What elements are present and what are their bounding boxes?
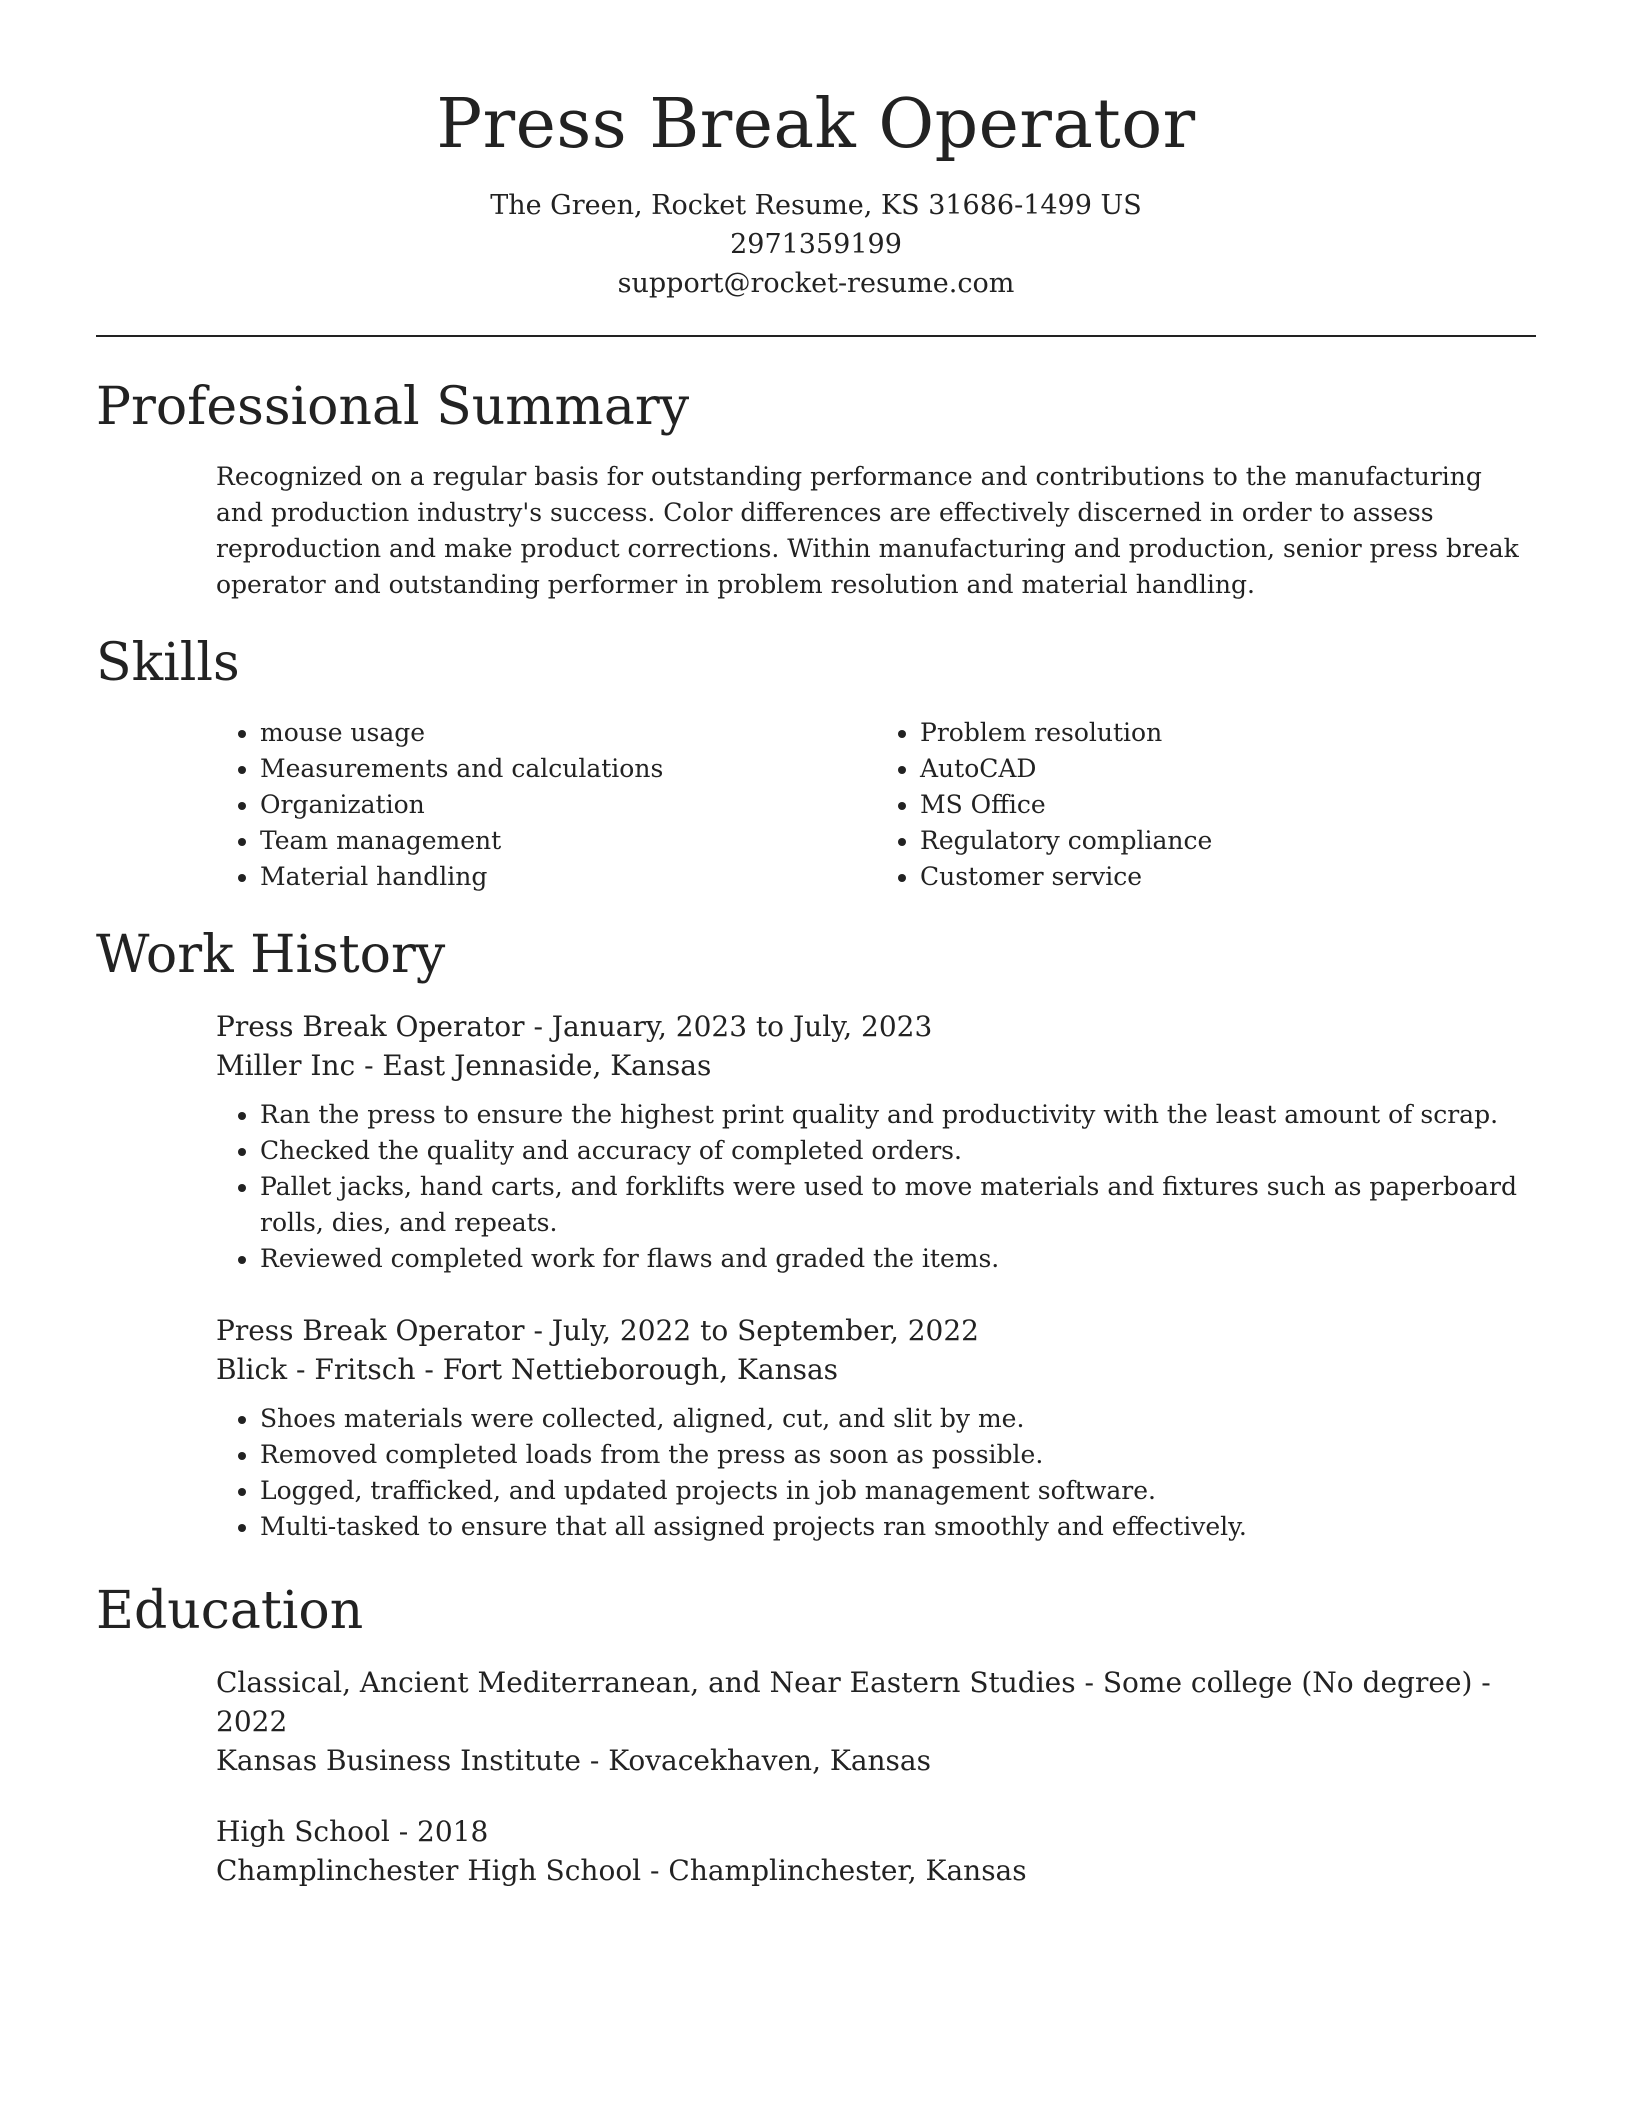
resume-name: Press Break Operator: [436, 85, 1196, 164]
job-title-dates: Press Break Operator - January, 2023 to July, 2023: [216, 1010, 933, 1043]
skills-section: [96, 631, 1536, 895]
skill-item: • Material handling: [260, 859, 876, 895]
job-entry: [216, 1007, 1536, 1277]
skill-item: • Organization: [260, 787, 876, 823]
education-entry: [216, 1663, 1536, 1780]
work-history-heading: Work History: [96, 925, 446, 985]
education-institution: Kansas Business Institute - Kovacekhaven, Kansas: [216, 1744, 931, 1777]
skill-item: • MS Office: [920, 787, 1536, 823]
contact-info: [96, 186, 1536, 303]
job-company-location: Blick - Fritsch - Fort Nettieborough, Kansas: [216, 1353, 839, 1386]
skill-item: • Team management: [260, 823, 876, 859]
education-section: [96, 1579, 1536, 1890]
job-duties: [216, 1401, 1536, 1545]
job-duty-item: • Checked the quality and accuracy of completed orders.: [260, 1133, 1536, 1169]
job-duty-item: • Reviewed completed work for flaws and graded the items.: [260, 1241, 1536, 1277]
education-program: High School - 2018: [216, 1815, 489, 1848]
job-duty-item: • Removed completed loads from the press as soon as possible.: [260, 1437, 1536, 1473]
education-entry: [216, 1812, 1536, 1890]
job-title-dates: Press Break Operator - July, 2022 to September, 2022: [216, 1314, 979, 1347]
contact-phone: 2971359199: [730, 229, 902, 260]
education-heading: Education: [96, 1581, 364, 1641]
job-duties: [216, 1097, 1536, 1277]
skills-column-left: [216, 715, 876, 895]
skill-item: • Customer service: [920, 859, 1536, 895]
skill-item: • mouse usage: [260, 715, 876, 751]
header-divider: [96, 335, 1536, 337]
skill-item: • AutoCAD: [920, 751, 1536, 787]
job-duty-item: • Ran the press to ensure the highest print quality and productivity with the least amount of scrap.: [260, 1097, 1536, 1133]
resume-header: [96, 0, 1536, 303]
job-duty-item: • Logged, trafficked, and updated projects in job management software.: [260, 1473, 1536, 1509]
education-program: Classical, Ancient Mediterranean, and Near Eastern Studies - Some college (No degree) - 2022: [216, 1666, 1491, 1738]
job-company-location: Miller Inc - East Jennaside, Kansas: [216, 1049, 712, 1082]
job-duty-item: • Pallet jacks, hand carts, and forklifts were used to move materials and fixtures such as paperboard rolls, dies, and repeats.: [260, 1169, 1536, 1241]
summary-heading: Professional Summary: [96, 377, 690, 437]
skill-item: • Regulatory compliance: [920, 823, 1536, 859]
summary-section: [96, 375, 1536, 603]
skill-item: • Measurements and calculations: [260, 751, 876, 787]
skill-item: • Problem resolution: [920, 715, 1536, 751]
work-history-section: [96, 923, 1536, 1545]
job-duty-item: • Shoes materials were collected, aligned, cut, and slit by me.: [260, 1401, 1536, 1437]
contact-address: The Green, Rocket Resume, KS 31686-1499 US: [490, 190, 1142, 221]
job-entry: [216, 1311, 1536, 1545]
skills-list: [96, 715, 1536, 895]
skills-column-right: [876, 715, 1536, 895]
skills-heading: Skills: [96, 633, 240, 693]
summary-text: Recognized on a regular basis for outstanding performance and contributions to the manufacturing and production industry's success. Color differences are effectively discerned in order to assess reproduction and make product corrections. Within manufacturing and production, senior press break operator and outstanding performer in problem resolution and material handling.: [216, 462, 1519, 599]
education-institution: Champlinchester High School - Champlinchester, Kansas: [216, 1854, 1027, 1887]
job-duty-item: • Multi-tasked to ensure that all assigned projects ran smoothly and effectively.: [260, 1509, 1536, 1545]
contact-email: support@rocket-resume.com: [617, 268, 1015, 299]
